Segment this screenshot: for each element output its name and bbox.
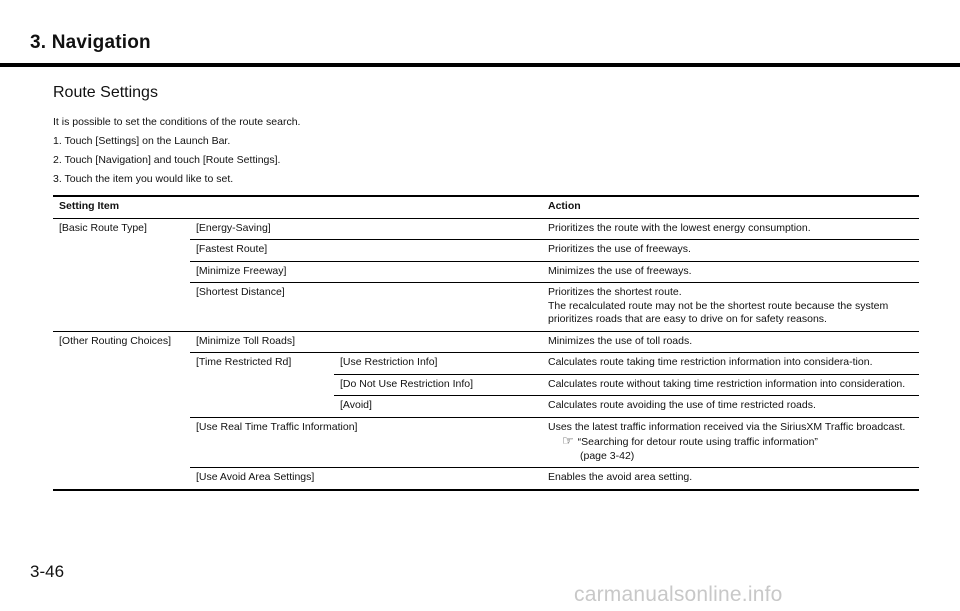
action-use-restriction-info: Calculates route taking time restriction information into considera-tion.	[542, 353, 919, 375]
table-header-row	[53, 196, 919, 218]
chapter-title: 3. Navigation	[30, 32, 151, 53]
action-real-time-traffic-main: Uses the latest traffic information received via the SiriusXM Traffic broadcast.	[548, 420, 906, 433]
step-1: 1. Touch [Settings] on the Launch Bar.	[53, 135, 231, 147]
option-minimize-freeway: [Minimize Freeway]	[190, 261, 542, 283]
action-energy-saving: Prioritizes the route with the lowest energy consumption.	[542, 218, 919, 240]
table-row	[53, 218, 919, 240]
intro-block	[53, 113, 300, 189]
reference-text: “Searching for detour route using traffic information”	[577, 436, 818, 448]
other-routing-label: [Other Routing Choices]	[53, 331, 190, 490]
time-restricted-label: [Time Restricted Rd]	[190, 353, 334, 418]
section-title: Route Settings	[53, 84, 158, 101]
option-avoid: [Avoid]	[334, 396, 542, 418]
option-minimize-toll: [Minimize Toll Roads]	[190, 331, 542, 353]
action-avoid-area: Enables the avoid area setting.	[542, 468, 919, 490]
header-setting-item: Setting Item	[53, 196, 542, 218]
chapter-divider	[0, 63, 960, 67]
table-row	[53, 331, 919, 353]
watermark: carmanualsonline.info	[574, 583, 783, 606]
option-avoid-area: [Use Avoid Area Settings]	[190, 468, 542, 490]
basic-route-type-label: [Basic Route Type]	[53, 218, 190, 331]
action-shortest-distance	[542, 283, 919, 332]
option-shortest-distance: [Shortest Distance]	[190, 283, 542, 332]
action-fastest-route: Prioritizes the use of freeways.	[542, 240, 919, 262]
page-number: 3-46	[30, 562, 65, 581]
step-2: 2. Touch [Navigation] and touch [Route Settings].	[53, 154, 281, 166]
action-shortest-distance-main: Prioritizes the shortest route.	[548, 286, 682, 298]
option-real-time-traffic: [Use Real Time Traffic Information]	[190, 417, 542, 468]
pointing-hand-icon: ☞	[562, 433, 574, 448]
action-avoid: Calculates route avoiding the use of time restricted roads.	[542, 396, 919, 418]
option-energy-saving: [Energy-Saving]	[190, 218, 542, 240]
action-minimize-freeway: Minimizes the use of freeways.	[542, 261, 919, 283]
action-shortest-distance-note: The recalculated route may not be the shortest route because the system prioritizes roads that are easy to drive on for safety reasons.	[548, 299, 889, 325]
page-reference	[548, 434, 913, 450]
action-minimize-toll: Minimizes the use of toll roads.	[542, 331, 919, 353]
step-3: 3. Touch the item you would like to set.	[53, 173, 234, 185]
header-action: Action	[542, 196, 919, 218]
option-fastest-route: [Fastest Route]	[190, 240, 542, 262]
action-real-time-traffic	[542, 417, 919, 468]
option-do-not-use-restriction-info: [Do Not Use Restriction Info]	[334, 374, 542, 396]
action-do-not-use-restriction-info: Calculates route without taking time restriction information into consideration.	[542, 374, 919, 396]
route-settings-table	[53, 195, 919, 491]
intro-text: It is possible to set the conditions of the route search.	[53, 116, 301, 128]
option-use-restriction-info: [Use Restriction Info]	[334, 353, 542, 375]
reference-page: (page 3-42)	[580, 449, 635, 462]
